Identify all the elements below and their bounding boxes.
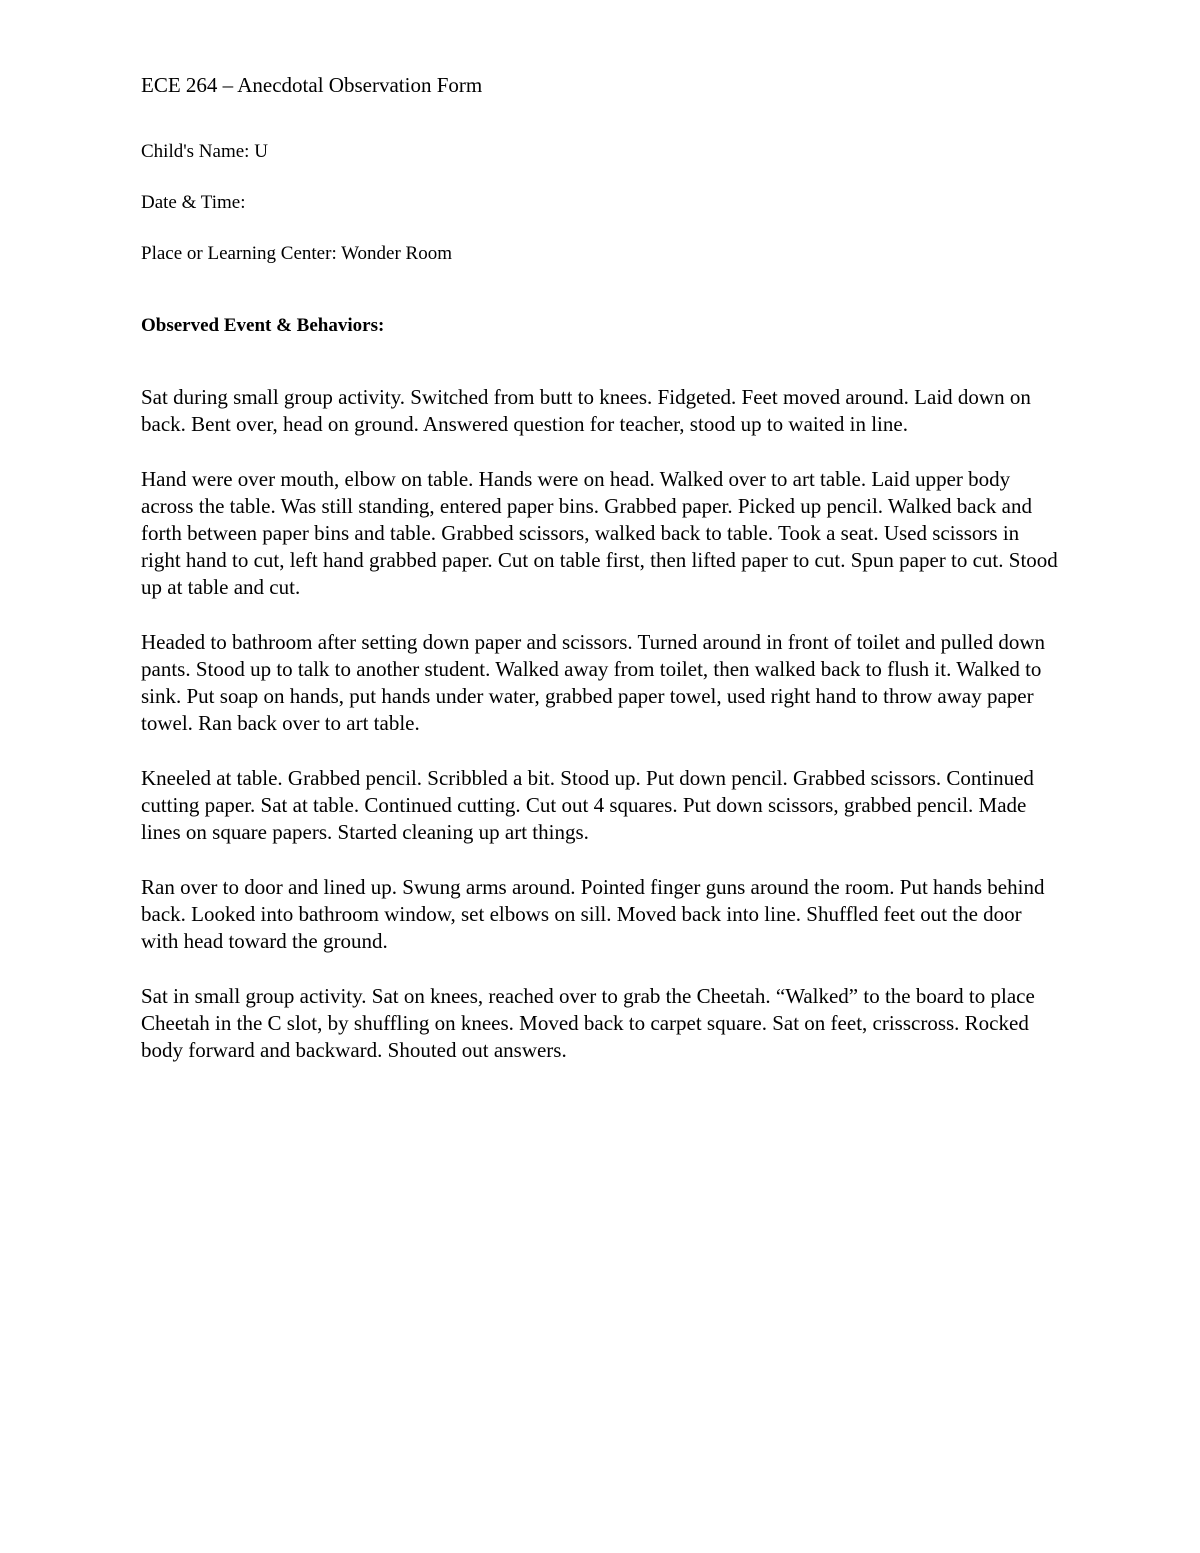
observation-paragraph-5: Ran over to door and lined up. Swung arms around. Pointed finger guns around the room. Put hands behind back. Looked into bathroom window, set elbows on sill. Moved back into line. Shuffled feet out the door with head toward the ground. [141,875,1045,953]
observation-paragraph-4: Kneeled at table. Grabbed pencil. Scribbled a bit. Stood up. Put down pencil. Grabbed scissors. Continued cutting paper. Sat at table. Continued cutting. Cut out 4 squares. Put down scissors, grabbed pencil. Made lines on square papers. Started cleaning up art things. [141,766,1034,844]
child-name-field: Child's Name: U [141,141,268,162]
document-title: ECE 264 – Anecdotal Observation Form [141,73,483,97]
observed-events-heading: Observed Event & Behaviors: [141,315,385,336]
observation-paragraph-2: Hand were over mouth, elbow on table. Hands were on head. Walked over to art table. Laid upper body across the table. Was still standing, entered paper bins. Grabbed paper. Picked up pencil. Walked back and forth between paper bins and table. Grabbed scissors, walked back to table. Took a seat. Used scissors in right hand to cut, left hand grabbed paper. Cut on table first, then lifted paper to cut. Spun paper to cut. Stood up at table and cut. [141,467,1058,599]
observation-paragraph-3: Headed to bathroom after setting down paper and scissors. Turned around in front of toilet and pulled down pants. Stood up to talk to another student. Walked away from toilet, then walked back to flush it. Walked to sink. Put soap on hands, put hands under water, grabbed paper towel, used right hand to throw away paper towel. Ran back over to art table. [141,630,1045,735]
observation-paragraph-6: Sat in small group activity. Sat on knees, reached over to grab the Cheetah. “Walked” to the board to place Cheetah in the C slot, by shuffling on knees. Moved back to carpet square. Sat on feet, crisscross. Rocked body forward and backward. Shouted out answers. [141,984,1035,1062]
document-content [141,72,1061,1092]
place-field: Place or Learning Center: Wonder Room [141,243,453,264]
observation-paragraph-1: Sat during small group activity. Switched from butt to knees. Fidgeted. Feet moved around. Laid down on back. Bent over, head on ground. Answered question for teacher, stood up to waited in line. [141,385,1031,436]
date-time-field: Date & Time: [141,192,246,213]
